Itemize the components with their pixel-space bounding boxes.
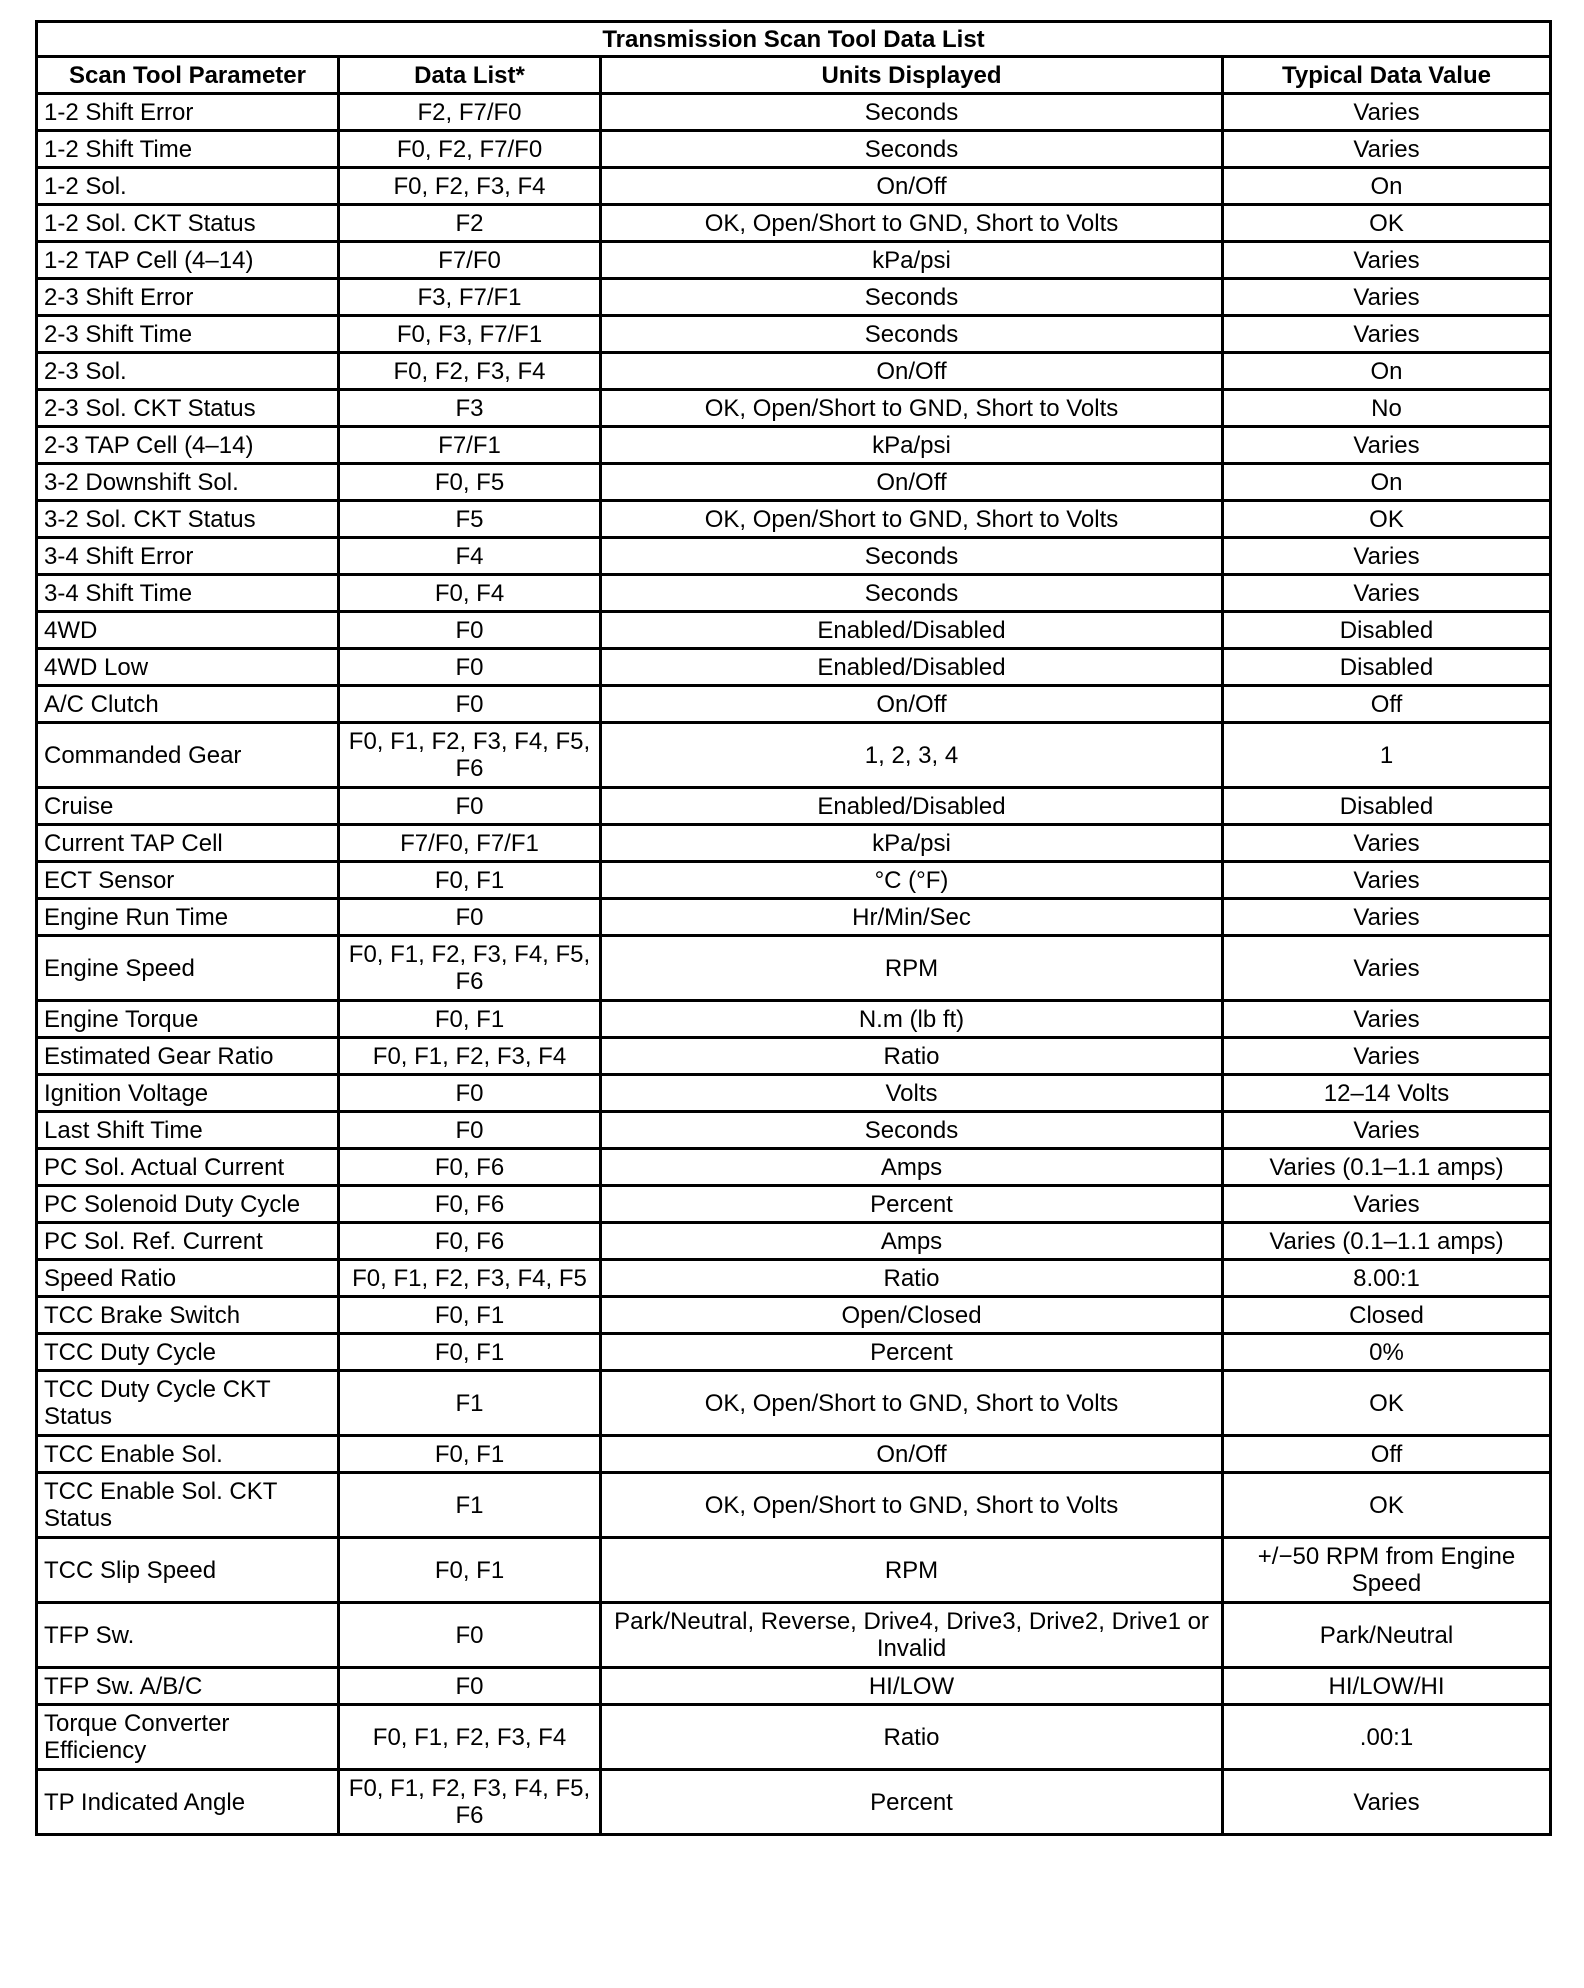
cell-parameter: Speed Ratio xyxy=(37,1260,339,1297)
cell-typical-value: Off xyxy=(1223,1436,1551,1473)
cell-data-list: F0, F6 xyxy=(339,1186,601,1223)
scan-tool-table-container xyxy=(35,20,1549,1836)
cell-units: OK, Open/Short to GND, Short to Volts xyxy=(601,1473,1223,1538)
cell-units: OK, Open/Short to GND, Short to Volts xyxy=(601,501,1223,538)
cell-parameter: TP Indicated Angle xyxy=(37,1770,339,1835)
table-row xyxy=(37,1112,1551,1149)
cell-parameter: TCC Brake Switch xyxy=(37,1297,339,1334)
cell-data-list: F0, F2, F3, F4 xyxy=(339,168,601,205)
cell-typical-value: Varies xyxy=(1223,1770,1551,1835)
cell-typical-value: Disabled xyxy=(1223,788,1551,825)
cell-data-list: F0, F4 xyxy=(339,575,601,612)
cell-data-list: F3, F7/F1 xyxy=(339,279,601,316)
table-row xyxy=(37,538,1551,575)
cell-data-list: F0, F1 xyxy=(339,1297,601,1334)
cell-typical-value: Park/Neutral xyxy=(1223,1603,1551,1668)
cell-units: Seconds xyxy=(601,279,1223,316)
cell-typical-value: Varies xyxy=(1223,575,1551,612)
cell-typical-value: Varies xyxy=(1223,94,1551,131)
cell-data-list: F0 xyxy=(339,1075,601,1112)
cell-data-list: F0, F2, F7/F0 xyxy=(339,131,601,168)
table-row xyxy=(37,501,1551,538)
table-row xyxy=(37,1538,1551,1603)
cell-data-list: F0 xyxy=(339,788,601,825)
cell-data-list: F3 xyxy=(339,390,601,427)
table-row xyxy=(37,862,1551,899)
cell-parameter: ECT Sensor xyxy=(37,862,339,899)
cell-typical-value: Varies xyxy=(1223,427,1551,464)
table-row xyxy=(37,575,1551,612)
cell-typical-value: Varies xyxy=(1223,825,1551,862)
cell-parameter: 4WD xyxy=(37,612,339,649)
cell-data-list: F0, F1, F2, F3, F4, F5, F6 xyxy=(339,936,601,1001)
table-row xyxy=(37,1001,1551,1038)
table-row xyxy=(37,899,1551,936)
cell-data-list: F0 xyxy=(339,1112,601,1149)
table-row xyxy=(37,1473,1551,1538)
table-title: Transmission Scan Tool Data List xyxy=(37,22,1551,57)
cell-parameter: 2-3 TAP Cell (4–14) xyxy=(37,427,339,464)
header-typical-value: Typical Data Value xyxy=(1223,57,1551,94)
cell-parameter: 3-4 Shift Error xyxy=(37,538,339,575)
cell-units: RPM xyxy=(601,1538,1223,1603)
cell-units: kPa/psi xyxy=(601,825,1223,862)
cell-data-list: F0, F1, F2, F3, F4, F5, F6 xyxy=(339,723,601,788)
cell-typical-value: Varies xyxy=(1223,862,1551,899)
cell-typical-value: .00:1 xyxy=(1223,1705,1551,1770)
table-row xyxy=(37,390,1551,427)
cell-data-list: F0, F2, F3, F4 xyxy=(339,353,601,390)
cell-units: Ratio xyxy=(601,1260,1223,1297)
cell-data-list: F0, F5 xyxy=(339,464,601,501)
cell-data-list: F0 xyxy=(339,1603,601,1668)
cell-units: On/Off xyxy=(601,686,1223,723)
table-row xyxy=(37,316,1551,353)
cell-typical-value: 0% xyxy=(1223,1334,1551,1371)
cell-typical-value: Closed xyxy=(1223,1297,1551,1334)
cell-units: On/Off xyxy=(601,1436,1223,1473)
table-row xyxy=(37,1075,1551,1112)
cell-typical-value: On xyxy=(1223,464,1551,501)
cell-parameter: 2-3 Shift Error xyxy=(37,279,339,316)
cell-data-list: F0 xyxy=(339,612,601,649)
cell-units: OK, Open/Short to GND, Short to Volts xyxy=(601,205,1223,242)
table-row xyxy=(37,427,1551,464)
cell-typical-value: OK xyxy=(1223,1473,1551,1538)
cell-data-list: F5 xyxy=(339,501,601,538)
cell-data-list: F0, F3, F7/F1 xyxy=(339,316,601,353)
cell-typical-value: Disabled xyxy=(1223,612,1551,649)
cell-typical-value: 8.00:1 xyxy=(1223,1260,1551,1297)
cell-units: HI/LOW xyxy=(601,1668,1223,1705)
cell-typical-value: Varies xyxy=(1223,538,1551,575)
cell-data-list: F0 xyxy=(339,899,601,936)
table-row xyxy=(37,723,1551,788)
cell-units: Percent xyxy=(601,1334,1223,1371)
cell-parameter: 1-2 TAP Cell (4–14) xyxy=(37,242,339,279)
cell-typical-value: 12–14 Volts xyxy=(1223,1075,1551,1112)
cell-parameter: A/C Clutch xyxy=(37,686,339,723)
cell-units: Ratio xyxy=(601,1038,1223,1075)
cell-parameter: Current TAP Cell xyxy=(37,825,339,862)
cell-parameter: 3-4 Shift Time xyxy=(37,575,339,612)
cell-data-list: F0, F1, F2, F3, F4 xyxy=(339,1705,601,1770)
cell-parameter: Cruise xyxy=(37,788,339,825)
cell-data-list: F0, F1 xyxy=(339,1436,601,1473)
cell-data-list: F0, F1 xyxy=(339,862,601,899)
table-row xyxy=(37,1436,1551,1473)
cell-parameter: 1-2 Shift Time xyxy=(37,131,339,168)
cell-data-list: F0 xyxy=(339,649,601,686)
cell-data-list: F1 xyxy=(339,1473,601,1538)
cell-units: OK, Open/Short to GND, Short to Volts xyxy=(601,1371,1223,1436)
cell-units: OK, Open/Short to GND, Short to Volts xyxy=(601,390,1223,427)
cell-units: Open/Closed xyxy=(601,1297,1223,1334)
cell-units: On/Off xyxy=(601,353,1223,390)
header-parameter: Scan Tool Parameter xyxy=(37,57,339,94)
cell-data-list: F7/F1 xyxy=(339,427,601,464)
cell-typical-value: Varies (0.1–1.1 amps) xyxy=(1223,1223,1551,1260)
cell-data-list: F0 xyxy=(339,686,601,723)
cell-parameter: Engine Run Time xyxy=(37,899,339,936)
cell-typical-value: Varies xyxy=(1223,131,1551,168)
cell-typical-value: No xyxy=(1223,390,1551,427)
cell-units: kPa/psi xyxy=(601,427,1223,464)
cell-data-list: F0, F1, F2, F3, F4, F5, F6 xyxy=(339,1770,601,1835)
header-units: Units Displayed xyxy=(601,57,1223,94)
cell-data-list: F7/F0 xyxy=(339,242,601,279)
table-row xyxy=(37,686,1551,723)
table-row xyxy=(37,1371,1551,1436)
cell-units: On/Off xyxy=(601,464,1223,501)
cell-parameter: TCC Slip Speed xyxy=(37,1538,339,1603)
cell-units: Seconds xyxy=(601,131,1223,168)
table-row xyxy=(37,788,1551,825)
cell-data-list: F0, F1 xyxy=(339,1334,601,1371)
table-body xyxy=(37,94,1551,1835)
cell-typical-value: On xyxy=(1223,353,1551,390)
cell-data-list: F1 xyxy=(339,1371,601,1436)
cell-units: Enabled/Disabled xyxy=(601,612,1223,649)
cell-parameter: PC Sol. Ref. Current xyxy=(37,1223,339,1260)
cell-typical-value: +/−50 RPM from Engine Speed xyxy=(1223,1538,1551,1603)
table-row xyxy=(37,1260,1551,1297)
cell-units: Park/Neutral, Reverse, Drive4, Drive3, Drive2, Drive1 or Invalid xyxy=(601,1603,1223,1668)
table-row xyxy=(37,1705,1551,1770)
header-data-list: Data List* xyxy=(339,57,601,94)
table-row xyxy=(37,1223,1551,1260)
cell-data-list: F0 xyxy=(339,1668,601,1705)
cell-units: N.m (lb ft) xyxy=(601,1001,1223,1038)
cell-units: On/Off xyxy=(601,168,1223,205)
cell-typical-value: Disabled xyxy=(1223,649,1551,686)
cell-units: Percent xyxy=(601,1770,1223,1835)
cell-typical-value: Varies xyxy=(1223,1186,1551,1223)
cell-units: Seconds xyxy=(601,316,1223,353)
table-row xyxy=(37,1770,1551,1835)
cell-units: Hr/Min/Sec xyxy=(601,899,1223,936)
table-row xyxy=(37,205,1551,242)
table-row xyxy=(37,242,1551,279)
cell-data-list: F0, F1 xyxy=(339,1001,601,1038)
cell-parameter: TCC Duty Cycle CKT Status xyxy=(37,1371,339,1436)
cell-typical-value: Varies xyxy=(1223,1038,1551,1075)
cell-parameter: 2-3 Sol. CKT Status xyxy=(37,390,339,427)
cell-typical-value: On xyxy=(1223,168,1551,205)
cell-units: Seconds xyxy=(601,575,1223,612)
table-row xyxy=(37,168,1551,205)
cell-parameter: TCC Duty Cycle xyxy=(37,1334,339,1371)
cell-units: Seconds xyxy=(601,1112,1223,1149)
cell-parameter: Estimated Gear Ratio xyxy=(37,1038,339,1075)
cell-parameter: Torque Converter Efficiency xyxy=(37,1705,339,1770)
cell-units: RPM xyxy=(601,936,1223,1001)
cell-units: 1, 2, 3, 4 xyxy=(601,723,1223,788)
cell-parameter: 1-2 Sol. CKT Status xyxy=(37,205,339,242)
table-row xyxy=(37,1668,1551,1705)
table-row xyxy=(37,1038,1551,1075)
cell-typical-value: Varies xyxy=(1223,899,1551,936)
cell-parameter: 3-2 Downshift Sol. xyxy=(37,464,339,501)
cell-parameter: 1-2 Sol. xyxy=(37,168,339,205)
cell-parameter: Engine Torque xyxy=(37,1001,339,1038)
table-header-row xyxy=(37,57,1551,94)
cell-parameter: Engine Speed xyxy=(37,936,339,1001)
cell-units: Enabled/Disabled xyxy=(601,788,1223,825)
cell-parameter: PC Sol. Actual Current xyxy=(37,1149,339,1186)
cell-data-list: F0, F6 xyxy=(339,1149,601,1186)
cell-typical-value: 1 xyxy=(1223,723,1551,788)
cell-parameter: TFP Sw. xyxy=(37,1603,339,1668)
cell-data-list: F0, F1, F2, F3, F4 xyxy=(339,1038,601,1075)
table-row xyxy=(37,1297,1551,1334)
table-row xyxy=(37,131,1551,168)
cell-typical-value: Varies xyxy=(1223,1001,1551,1038)
cell-units: Amps xyxy=(601,1149,1223,1186)
table-row xyxy=(37,649,1551,686)
cell-parameter: PC Solenoid Duty Cycle xyxy=(37,1186,339,1223)
cell-data-list: F2, F7/F0 xyxy=(339,94,601,131)
cell-typical-value: Varies xyxy=(1223,936,1551,1001)
cell-parameter: 4WD Low xyxy=(37,649,339,686)
table-row xyxy=(37,353,1551,390)
cell-typical-value: OK xyxy=(1223,501,1551,538)
cell-parameter: Ignition Voltage xyxy=(37,1075,339,1112)
cell-typical-value: Varies xyxy=(1223,1112,1551,1149)
scan-tool-data-table xyxy=(35,20,1552,1836)
table-row xyxy=(37,1603,1551,1668)
table-row xyxy=(37,1334,1551,1371)
cell-parameter: Commanded Gear xyxy=(37,723,339,788)
cell-parameter: 3-2 Sol. CKT Status xyxy=(37,501,339,538)
table-title-row xyxy=(37,22,1551,57)
cell-units: Volts xyxy=(601,1075,1223,1112)
cell-typical-value: Varies (0.1–1.1 amps) xyxy=(1223,1149,1551,1186)
table-row xyxy=(37,94,1551,131)
cell-parameter: 1-2 Shift Error xyxy=(37,94,339,131)
cell-typical-value: OK xyxy=(1223,205,1551,242)
cell-data-list: F2 xyxy=(339,205,601,242)
cell-units: Ratio xyxy=(601,1705,1223,1770)
table-row xyxy=(37,825,1551,862)
cell-parameter: 2-3 Sol. xyxy=(37,353,339,390)
cell-units: °C (°F) xyxy=(601,862,1223,899)
cell-parameter: TFP Sw. A/B/C xyxy=(37,1668,339,1705)
cell-units: kPa/psi xyxy=(601,242,1223,279)
cell-data-list: F0, F6 xyxy=(339,1223,601,1260)
table-row xyxy=(37,936,1551,1001)
cell-parameter: TCC Enable Sol. CKT Status xyxy=(37,1473,339,1538)
cell-typical-value: OK xyxy=(1223,1371,1551,1436)
cell-units: Percent xyxy=(601,1186,1223,1223)
table-row xyxy=(37,1149,1551,1186)
cell-data-list: F0, F1, F2, F3, F4, F5 xyxy=(339,1260,601,1297)
cell-units: Amps xyxy=(601,1223,1223,1260)
cell-typical-value: Varies xyxy=(1223,316,1551,353)
cell-data-list: F7/F0, F7/F1 xyxy=(339,825,601,862)
cell-units: Seconds xyxy=(601,538,1223,575)
table-row xyxy=(37,612,1551,649)
table-row xyxy=(37,279,1551,316)
cell-parameter: TCC Enable Sol. xyxy=(37,1436,339,1473)
cell-data-list: F0, F1 xyxy=(339,1538,601,1603)
cell-typical-value: Varies xyxy=(1223,279,1551,316)
cell-typical-value: HI/LOW/HI xyxy=(1223,1668,1551,1705)
cell-typical-value: Varies xyxy=(1223,242,1551,279)
cell-units: Enabled/Disabled xyxy=(601,649,1223,686)
table-row xyxy=(37,464,1551,501)
cell-units: Seconds xyxy=(601,94,1223,131)
table-row xyxy=(37,1186,1551,1223)
cell-typical-value: Off xyxy=(1223,686,1551,723)
cell-parameter: Last Shift Time xyxy=(37,1112,339,1149)
cell-parameter: 2-3 Shift Time xyxy=(37,316,339,353)
cell-data-list: F4 xyxy=(339,538,601,575)
